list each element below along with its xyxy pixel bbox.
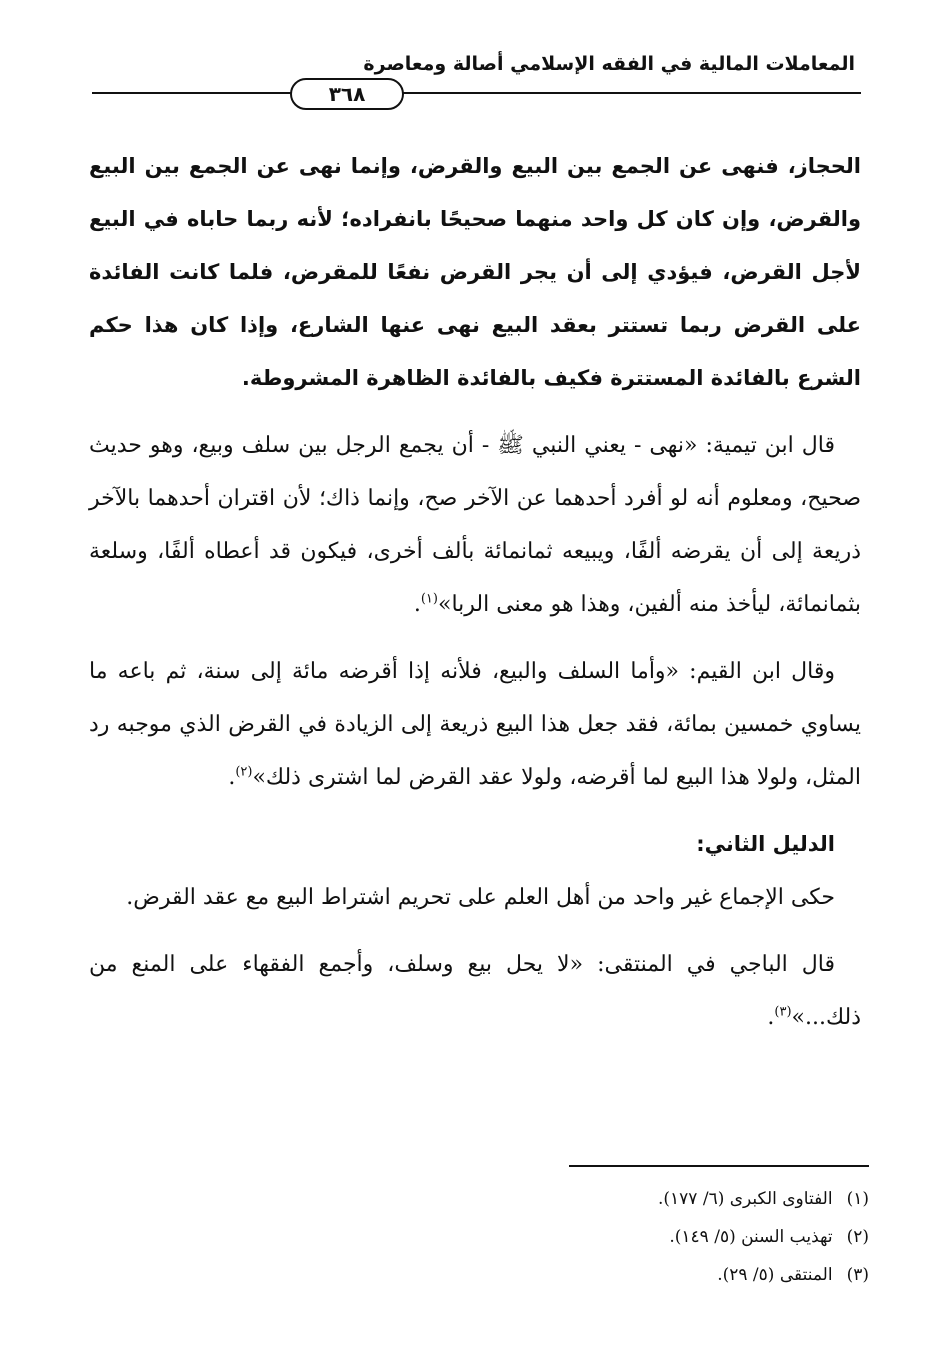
header-rule — [92, 92, 861, 94]
running-header-title: المعاملات المالية في الفقه الإسلامي أصالة ومعاصرة — [363, 53, 855, 75]
paragraph-3-end: . — [228, 765, 236, 790]
paragraph-2-text: قال ابن تيمية: «نهى - يعني النبي ﷺ - أن يجمع الرجل بين سلف وبيع، وهو حديث صحيح، ومعلوم أنه لو أفرد أحدهما عن الآخر صح، وإنما ذاك؛ لأن اقتران أحدهما بالآخر ذريعة إلى أن يقرضه ألفًا، ويبيعه ثمانمائة بألف أخرى، فيكون قد أعطاه ألفًا، وسلعة بثمانمائة، ليأخذ منه ألفين، وهذا هو معنى الربا» — [89, 433, 861, 617]
footnote-mark: (٢) — [846, 1227, 869, 1247]
page-number: ٣٦٨ — [290, 78, 404, 110]
main-text — [89, 140, 861, 1044]
paragraph-2-end: . — [413, 592, 421, 617]
footnote-ref-1: (١) — [420, 591, 438, 607]
footnote-3 — [369, 1256, 869, 1294]
footnote-1 — [369, 1180, 869, 1218]
paragraph-albaji — [89, 938, 861, 1044]
footnote-2 — [369, 1218, 869, 1256]
footnotes — [369, 1180, 869, 1294]
footnote-text: الفتاوى الكبرى (٦/ ١٧٧). — [657, 1189, 833, 1209]
paragraph-5-end: . — [767, 1005, 775, 1030]
footnote-mark: (١) — [846, 1189, 869, 1209]
paragraph-5-text: قال الباجي في المنتقى: «لا يحل بيع وسلف، وأجمع الفقهاء على المنع من ذلك...» — [89, 952, 861, 1030]
paragraph-3-text: وقال ابن القيم: «وأما السلف والبيع، فلأنه إذا أقرضه مائة إلى سنة، ثم باعه ما يساوي خمسين بمائة، فقد جعل هذا البيع ذريعة إلى الزيادة في القرض الذي موجبه رد المثل، ولولا هذا البيع لما أقرضه، ولولا عقد القرض لما اشترى ذلك» — [89, 659, 861, 790]
footnote-text: تهذيب السنن (٥/ ١٤٩). — [669, 1227, 833, 1247]
paragraph-ibn-alqayyim — [89, 645, 861, 804]
paragraph-ijma: حكى الإجماع غير واحد من أهل العلم على تحريم اشتراط البيع مع عقد القرض. — [126, 885, 835, 910]
footnote-separator — [569, 1165, 869, 1167]
section-heading: الدليل الثاني: — [696, 832, 835, 856]
footnote-ref-2: (٢) — [235, 764, 253, 780]
paragraph-ibn-taymiyya — [89, 419, 861, 631]
footnote-mark: (٣) — [846, 1265, 869, 1285]
footnote-text: المنتقى (٥/ ٢٩). — [717, 1265, 833, 1285]
paragraph-1: الحجاز، فنهى عن الجمع بين البيع والقرض، وإنما نهى عن الجمع بين البيع والقرض، وإن كان كل واحد منهما صحيحًا بانفراده؛ لأنه ربما حاباه في البيع لأجل القرض، فيؤدي إلى أن يجر القرض نفعًا للمقرض، فلما كانت الفائدة على القرض ربما تستتر بعقد البيع نهى عنها الشارع، وإذا كان هذا حكم الشرع بالفائدة المستترة فكيف بالفائدة الظاهرة المشروطة. — [89, 154, 861, 390]
footnote-ref-3: (٣) — [774, 1004, 792, 1020]
